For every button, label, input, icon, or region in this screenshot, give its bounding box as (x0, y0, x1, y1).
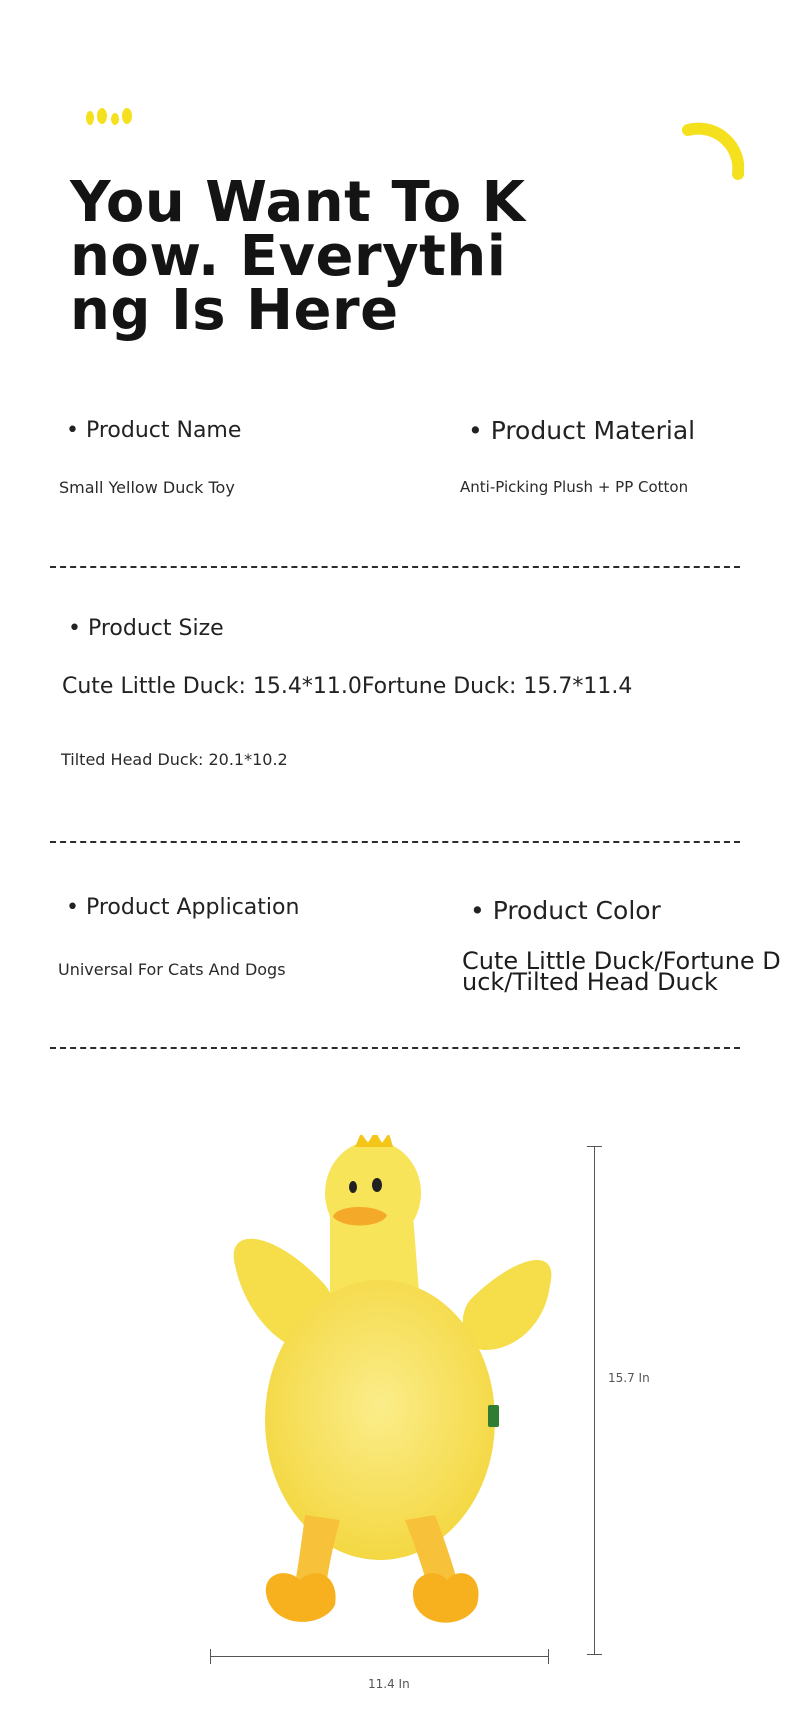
width-dimension-label: 11.4 In (368, 1677, 410, 1691)
product-size-value-line1: Cute Little Duck: 15.4*11.0Fortune Duck: 15.7*11.4 (62, 674, 633, 699)
product-material-label: • Product Material (468, 416, 696, 445)
page-title: You Want To Know. Everything Is Here (70, 170, 526, 343)
product-color-label: • Product Color (470, 896, 661, 925)
product-name-label: • Product Name (66, 418, 242, 443)
brand-logo-icon (82, 104, 138, 132)
height-dimension-cap-top (587, 1146, 602, 1147)
width-dimension-line (210, 1656, 548, 1657)
product-name-value: Small Yellow Duck Toy (59, 478, 235, 497)
width-dimension-cap-right (548, 1649, 549, 1664)
height-dimension-label: 15.7 In (608, 1371, 650, 1385)
product-material-value: Anti-Picking Plush + PP Cotton (460, 478, 689, 496)
duck-toy-image (215, 1135, 560, 1640)
product-application-label: • Product Application (66, 895, 300, 920)
product-color-value: Cute Little Duck/Fortune Duck/Tilted Head Duck (462, 951, 781, 996)
section-divider (50, 566, 740, 568)
yellow-arc-icon (682, 120, 744, 182)
product-size-label: • Product Size (68, 616, 224, 641)
section-divider (50, 841, 740, 843)
section-divider (50, 1047, 740, 1049)
width-dimension-cap-left (210, 1649, 211, 1664)
height-dimension-cap-bottom (587, 1654, 602, 1655)
product-application-value: Universal For Cats And Dogs (58, 960, 286, 979)
product-size-value-line2: Tilted Head Duck: 20.1*10.2 (61, 750, 288, 769)
height-dimension-line (594, 1146, 595, 1654)
